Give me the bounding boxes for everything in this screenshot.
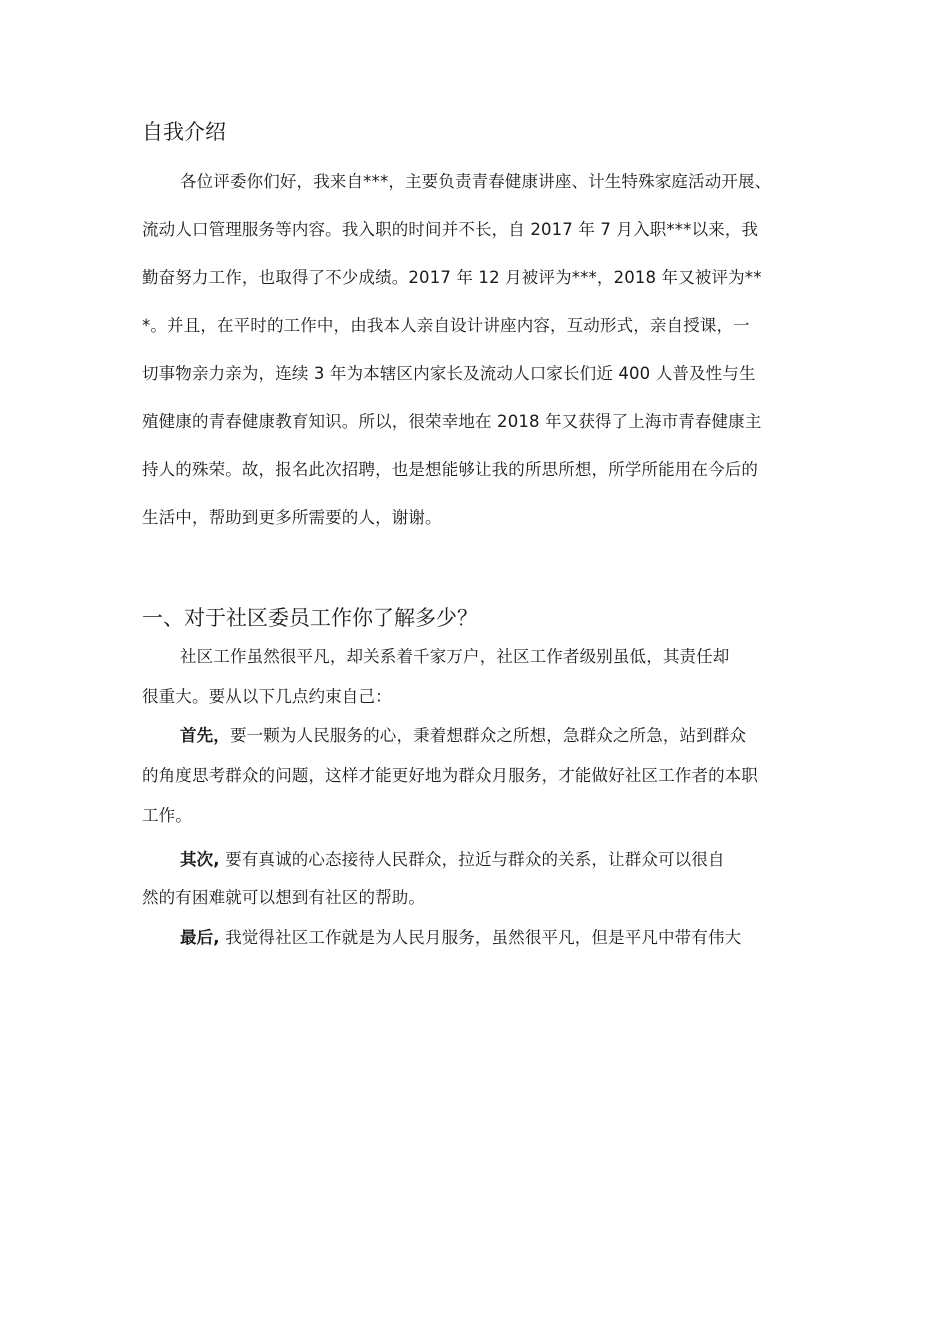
point-text: 我觉得社区工作就是为人民月服务，虽然很平凡，但是平凡中带有伟大 <box>219 928 742 947</box>
point-label-second: 其次, <box>180 850 220 869</box>
paragraph-line-second <box>180 848 725 872</box>
paragraph-line: 各位评委你们好，我来自***，主要负责青春健康讲座、计生特殊家庭活动开展、 <box>180 172 772 191</box>
paragraph-line: 流动人口管理服务等内容。我入职的时间并不长，自 2017 年 7 月入职***以来，我 <box>142 220 759 239</box>
paragraph-line: 工作。 <box>142 806 192 825</box>
paragraph-line: 切事物亲力亲为，连续 3 年为本辖区内家长及流动人口家长们近 400 人普及性与生 <box>142 364 756 383</box>
paragraph-line: 勤奋努力工作，也取得了不少成绩。2017 年 12 月被评为***，2018 年又被评为** <box>142 268 762 287</box>
paragraph-line-first <box>180 724 746 748</box>
paragraph-line: 持人的殊荣。故，报名此次招聘，也是想能够让我的所思所想，所学所能用在今后的 <box>142 460 759 479</box>
paragraph-line: 然的有困难就可以想到有社区的帮助。 <box>142 888 426 907</box>
paragraph-line-last <box>180 926 741 950</box>
point-text: 要一颗为人民服务的心，秉着想群众之所想，急群众之所急，站到群众 <box>229 726 747 745</box>
paragraph-line: 殖健康的青春健康教育知识。所以，很荣幸地在 2018 年又获得了上海市青春健康主 <box>142 412 762 431</box>
paragraph-line: 的角度思考群众的问题，这样才能更好地为群众月服务，才能做好社区工作者的本职 <box>142 766 759 785</box>
point-label-last: 最后, <box>180 928 220 947</box>
paragraph-line: 生活中，帮助到更多所需要的人，谢谢。 <box>142 508 442 527</box>
point-label-first: 首先， <box>180 726 230 745</box>
section-title-community-work: 一、对于社区委员工作你了解多少？ <box>142 606 478 630</box>
section-title-self-intro: 自我介绍 <box>142 120 226 144</box>
paragraph-line: 社区工作虽然很平凡，却关系着千家万户，社区工作者级别虽低，其责任却 <box>180 647 730 666</box>
point-text: 要有真诚的心态接待人民群众，拉近与群众的关系，让群众可以很自 <box>219 850 725 869</box>
paragraph-line: 很重大。要从以下几点约束自己： <box>142 687 392 706</box>
paragraph-line: *。并且，在平时的工作中，由我本人亲自设计讲座内容，互动形式，亲自授课，一 <box>142 316 750 335</box>
